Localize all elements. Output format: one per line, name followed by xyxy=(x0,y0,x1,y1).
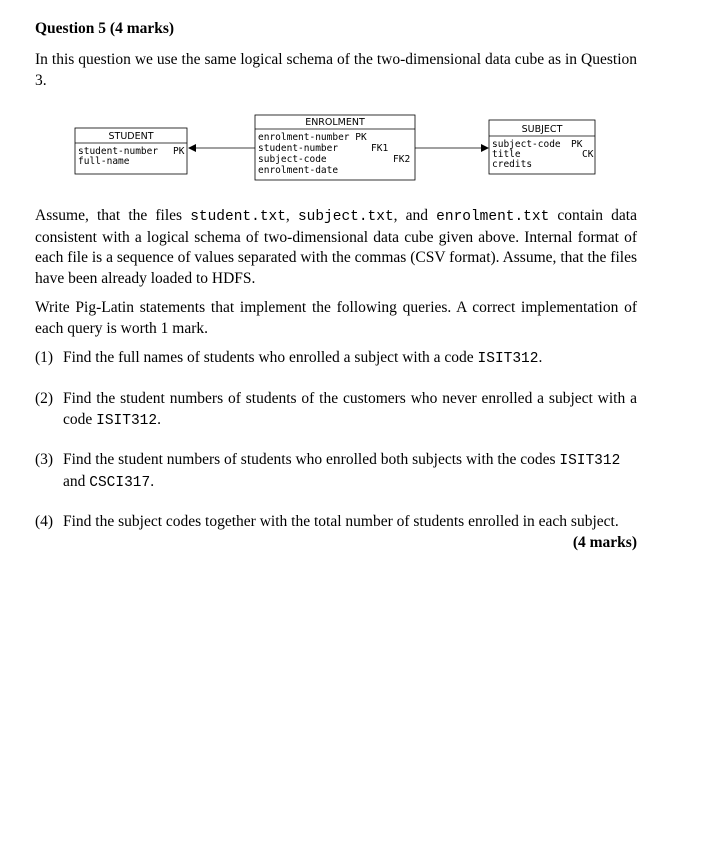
student-field-fullname: full-name xyxy=(78,156,130,167)
query-2-code: ISIT312 xyxy=(96,412,158,429)
subject-ck-label: CK xyxy=(582,149,594,160)
query-4-number: (4) xyxy=(35,513,54,530)
schema-diagram xyxy=(35,0,637,200)
subject-field-credits: credits xyxy=(492,159,533,170)
intro-paragraph: In this question we use the same logical schema of the two-dimensional data cube as in Question 3. xyxy=(35,51,637,89)
student-pk-label: PK xyxy=(173,146,185,157)
query-3-code-1: ISIT312 xyxy=(559,453,621,469)
student-entity xyxy=(75,128,187,174)
subject-pk-label: PK xyxy=(571,139,583,150)
enrolment-field-student: student-number xyxy=(258,143,339,154)
enrolment-fk1-label: FK1 xyxy=(371,143,389,154)
assumption-paragraph: Assume, that the files student.txt, subject.txt, and enrolment.txt contain data consistent with a logical schema of two-dimensional data cube given above. Internal format of each file is a sequence of values separated with the commas (CSV format). Assume, that the files have been already loaded to HDFS. xyxy=(35,207,637,287)
query-1: (1) Find the full names of students who enrolled a subject with a code ISIT312. xyxy=(35,349,543,367)
enrolment-field-subject: subject-code xyxy=(258,154,327,165)
file-subject: subject.txt xyxy=(297,209,394,225)
file-enrolment: enrolment.txt xyxy=(436,209,550,225)
fk1-arrowhead xyxy=(188,144,196,152)
subject-entity xyxy=(489,120,595,174)
query-2-number: (2) xyxy=(35,390,54,407)
enrolment-field-number: enrolment-number PK xyxy=(258,132,367,143)
query-3-number: (3) xyxy=(35,451,54,468)
query-1-code: ISIT312 xyxy=(477,351,539,367)
question-title: Question 5 (4 marks) xyxy=(35,20,175,37)
subject-field-code: subject-code xyxy=(492,139,561,150)
subject-field-title: title xyxy=(492,149,521,160)
instructions-paragraph: Write Pig-Latin statements that implement the following queries. A correct implementation of each query is worth 1 mark. xyxy=(35,299,637,337)
student-field-number: student-number xyxy=(78,146,159,157)
query-2: (2) Find the student numbers of students of the customers who never enrolled a subject with a code ISIT312. xyxy=(35,390,637,429)
subject-entity-name: SUBJECT xyxy=(521,124,563,135)
enrolment-entity-name: ENROLMENT xyxy=(305,117,365,128)
enrolment-field-date: enrolment-date xyxy=(258,165,339,176)
enrolment-fk2-label: FK2 xyxy=(393,154,411,165)
fk2-arrowhead xyxy=(481,144,489,152)
query-4-marks: (4 marks) xyxy=(572,533,637,551)
file-student: student.txt xyxy=(190,209,286,225)
query-3-code-2: CSCI317 xyxy=(89,474,151,491)
query-4-text: Find the subject codes together with the total number of students enrolled in each subject. xyxy=(63,513,619,530)
enrolment-entity xyxy=(255,115,415,180)
query-1-number: (1) xyxy=(35,349,54,366)
query-4 xyxy=(35,512,637,553)
query-3: (3) Find the student numbers of students who enrolled both subjects with the codes ISIT312 and CSCI317. xyxy=(35,451,621,491)
student-entity-name: STUDENT xyxy=(108,131,154,142)
